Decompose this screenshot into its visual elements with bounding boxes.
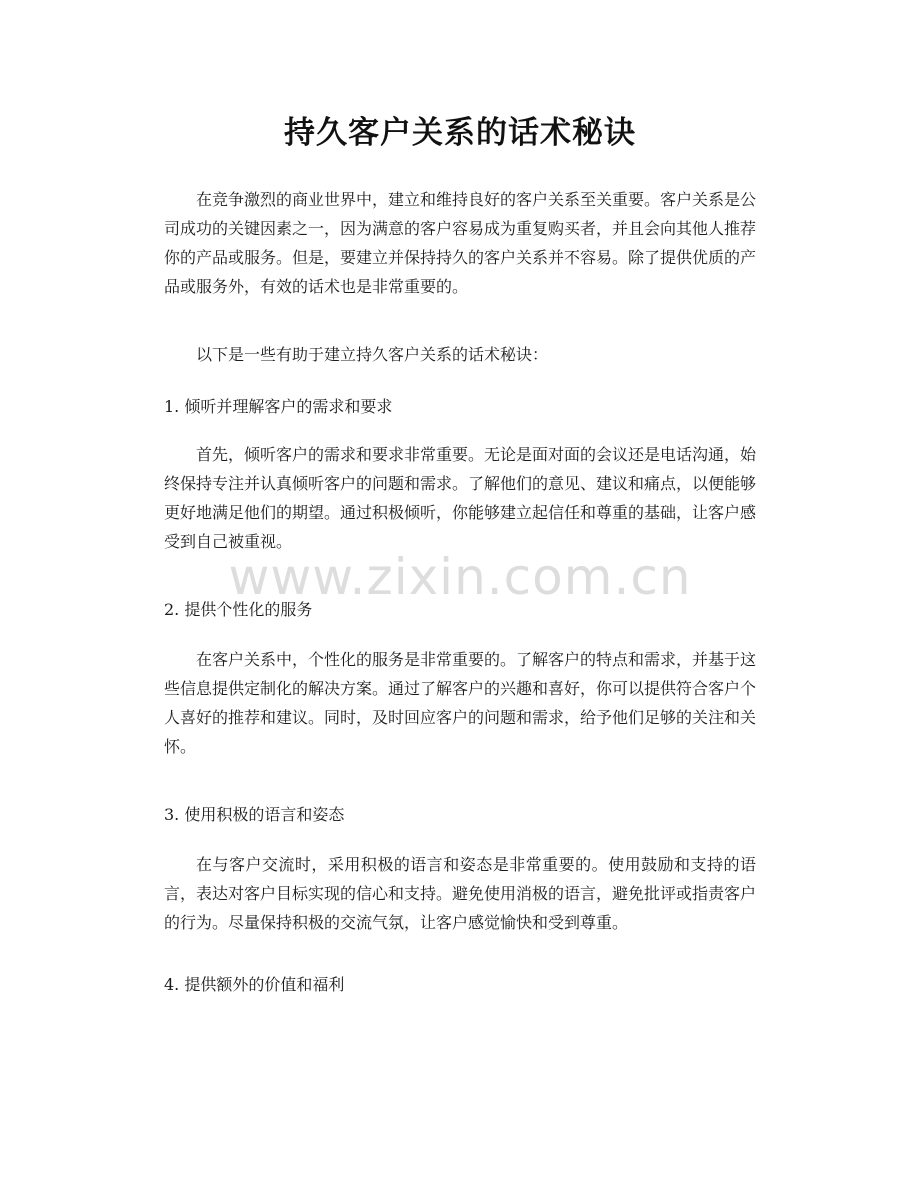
section-heading-2: 2. 提供个性化的服务: [164, 600, 313, 619]
section-body-2: 在客户关系中，个性化的服务是非常重要的。了解客户的特点和需求，并基于这些信息提供定制化的解决方案。通过了解客户的兴趣和喜好，你可以提供符合客户个人喜好的推荐和建议。同时，及时回应客户的问题和需求，给予他们足够的关注和关怀。: [164, 650, 757, 756]
section-heading-4: 4. 提供额外的价值和福利: [164, 975, 345, 994]
intro-paragraph: 在竞争激烈的商业世界中，建立和维持良好的客户关系至关重要。客户关系是公司成功的关键因素之一，因为满意的客户容易成为重复购买者，并且会向其他人推荐你的产品或服务。但是，要建立并保持持久的客户关系并不容易。除了提供优质的产品或服务外，有效的话术也是非常重要的。: [164, 190, 757, 296]
section-heading-3: 3. 使用积极的语言和姿态: [164, 805, 345, 824]
section-body-1: 首先，倾听客户的需求和要求非常重要。无论是面对面的会议还是电话沟通，始终保持专注并认真倾听客户的问题和需求。了解他们的意见、建议和痛点，以便能够更好地满足他们的期望。通过积极倾听，你能够建立起信任和尊重的基础，让客户感受到自己被重视。: [164, 445, 757, 551]
watermark: www.zixin.com.cn: [228, 548, 692, 606]
section-body-3: 在与客户交流时，采用积极的语言和姿态是非常重要的。使用鼓励和支持的语言，表达对客户目标实现的信心和支持。避免使用消极的语言，避免批评或指责客户的行为。尽量保持积极的交流气氛，让客户感觉愉快和受到尊重。: [164, 855, 757, 932]
section-heading-1: 1. 倾听并理解客户的需求和要求: [164, 397, 393, 416]
page-title: 持久客户关系的话术秘诀: [284, 115, 636, 151]
lead-paragraph: 以下是一些有助于建立持久客户关系的话术秘诀：: [196, 345, 549, 364]
